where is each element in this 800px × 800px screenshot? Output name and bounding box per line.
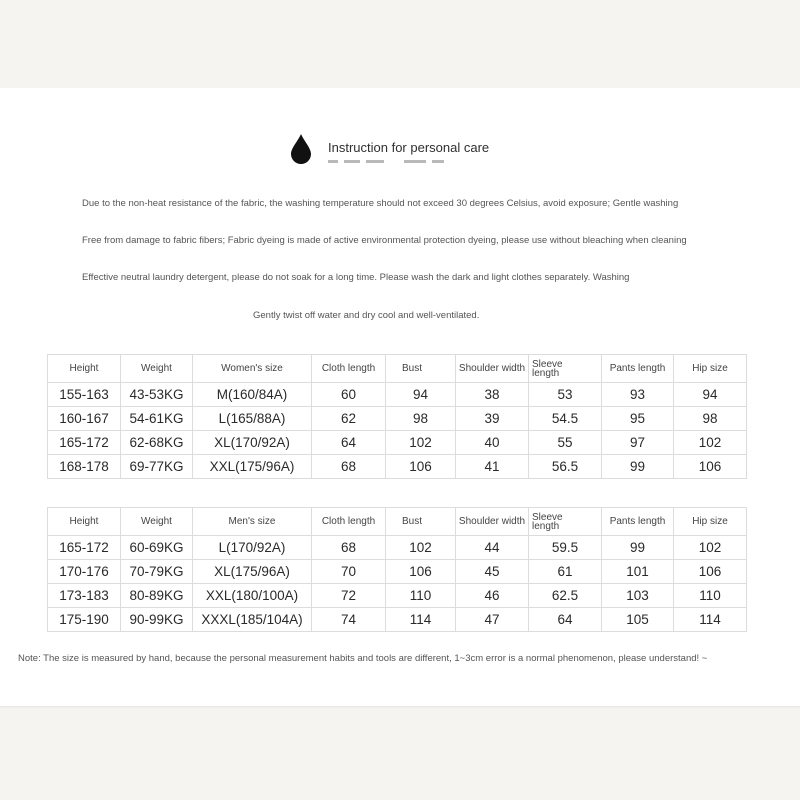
cell-hip-size: 102 (674, 536, 747, 560)
table-row (48, 383, 747, 407)
header-cloth-length: Cloth length (312, 355, 386, 383)
header-cloth-length: Cloth length (312, 508, 386, 536)
header-height: Height (48, 355, 121, 383)
cell-sleeve-length: 54.5 (529, 407, 602, 431)
cell-shoulder-width: 46 (456, 584, 529, 608)
cell-bust: 102 (386, 431, 456, 455)
cell-bust: 94 (386, 383, 456, 407)
cell-height: 173-183 (48, 584, 121, 608)
header-weight: Weight (121, 355, 193, 383)
cell-height: 165-172 (48, 536, 121, 560)
header-size: Men's size (193, 508, 312, 536)
cell-height: 165-172 (48, 431, 121, 455)
measurement-note: Note: The size is measured by hand, because the personal measurement habits and tools are different, 1~3cm error is a normal phenomenon, please understand! ~ (18, 653, 708, 664)
cell-pants-length: 95 (602, 407, 674, 431)
water-drop-icon (290, 133, 312, 165)
care-subtitle-blur (328, 160, 458, 168)
cell-size: XXL(175/96A) (193, 455, 312, 479)
care-header (290, 133, 550, 173)
cell-height: 170-176 (48, 560, 121, 584)
header-sleeve-length: Sleeve length (529, 508, 602, 536)
cell-weight: 70-79KG (121, 560, 193, 584)
cell-shoulder-width: 38 (456, 383, 529, 407)
cell-weight: 69-77KG (121, 455, 193, 479)
cell-weight: 62-68KG (121, 431, 193, 455)
cell-hip-size: 94 (674, 383, 747, 407)
table-row (48, 584, 747, 608)
cell-pants-length: 103 (602, 584, 674, 608)
cell-sleeve-length: 62.5 (529, 584, 602, 608)
header-hip-size: Hip size (674, 355, 747, 383)
care-line-1: Due to the non-heat resistance of the fabric, the washing temperature should not exceed 30 degrees Celsius, avoid exposure; Gentle washing (82, 198, 679, 209)
cell-weight: 90-99KG (121, 608, 193, 632)
cell-cloth-length: 68 (312, 536, 386, 560)
cell-size: XXL(180/100A) (193, 584, 312, 608)
cell-pants-length: 99 (602, 455, 674, 479)
header-pants-length: Pants length (602, 355, 674, 383)
table-row (48, 608, 747, 632)
cell-size: XXXL(185/104A) (193, 608, 312, 632)
table-row (48, 431, 747, 455)
header-size: Women's size (193, 355, 312, 383)
cell-bust: 110 (386, 584, 456, 608)
header-pants-length: Pants length (602, 508, 674, 536)
cell-bust: 102 (386, 536, 456, 560)
header-bust: Bust (386, 508, 456, 536)
cell-shoulder-width: 44 (456, 536, 529, 560)
cell-cloth-length: 68 (312, 455, 386, 479)
header-height: Height (48, 508, 121, 536)
care-line-3: Effective neutral laundry detergent, please do not soak for a long time. Please wash the dark and light clothes separately. Washing (82, 272, 630, 283)
cell-shoulder-width: 39 (456, 407, 529, 431)
table-header-row (48, 355, 747, 383)
cell-size: XL(175/96A) (193, 560, 312, 584)
cell-pants-length: 105 (602, 608, 674, 632)
care-title: Instruction for personal care (328, 140, 490, 155)
cell-weight: 54-61KG (121, 407, 193, 431)
cell-sleeve-length: 55 (529, 431, 602, 455)
cell-shoulder-width: 41 (456, 455, 529, 479)
header-sleeve-length: Sleeve length (529, 355, 602, 383)
cell-hip-size: 102 (674, 431, 747, 455)
care-line-2: Free from damage to fabric fibers; Fabric dyeing is made of active environmental protection dyeing, please use without bleaching when cleaning (82, 235, 687, 246)
cell-size: L(170/92A) (193, 536, 312, 560)
table-row (48, 407, 747, 431)
cell-cloth-length: 64 (312, 431, 386, 455)
cell-pants-length: 93 (602, 383, 674, 407)
cell-hip-size: 98 (674, 407, 747, 431)
cell-size: M(160/84A) (193, 383, 312, 407)
cell-cloth-length: 62 (312, 407, 386, 431)
table-row (48, 536, 747, 560)
women-size-table (47, 354, 747, 479)
cell-sleeve-length: 64 (529, 608, 602, 632)
cell-hip-size: 106 (674, 560, 747, 584)
cell-bust: 106 (386, 560, 456, 584)
care-line-4: Gently twist off water and dry cool and well-ventilated. (253, 310, 480, 321)
table-header-row (48, 508, 747, 536)
cell-bust: 114 (386, 608, 456, 632)
cell-weight: 60-69KG (121, 536, 193, 560)
cell-pants-length: 97 (602, 431, 674, 455)
cell-shoulder-width: 40 (456, 431, 529, 455)
header-weight: Weight (121, 508, 193, 536)
cell-hip-size: 110 (674, 584, 747, 608)
cell-pants-length: 99 (602, 536, 674, 560)
cell-height: 155-163 (48, 383, 121, 407)
cell-size: XL(170/92A) (193, 431, 312, 455)
header-shoulder-width: Shoulder width (456, 355, 529, 383)
cell-sleeve-length: 61 (529, 560, 602, 584)
cell-bust: 98 (386, 407, 456, 431)
header-hip-size: Hip size (674, 508, 747, 536)
cell-pants-length: 101 (602, 560, 674, 584)
cell-cloth-length: 72 (312, 584, 386, 608)
cell-hip-size: 114 (674, 608, 747, 632)
cell-height: 175-190 (48, 608, 121, 632)
table-row (48, 560, 747, 584)
cell-weight: 80-89KG (121, 584, 193, 608)
cell-sleeve-length: 53 (529, 383, 602, 407)
cell-hip-size: 106 (674, 455, 747, 479)
cell-bust: 106 (386, 455, 456, 479)
men-size-table (47, 507, 747, 632)
cell-sleeve-length: 59.5 (529, 536, 602, 560)
cell-cloth-length: 60 (312, 383, 386, 407)
cell-height: 160-167 (48, 407, 121, 431)
cell-shoulder-width: 47 (456, 608, 529, 632)
header-bust: Bust (386, 355, 456, 383)
cell-sleeve-length: 56.5 (529, 455, 602, 479)
header-shoulder-width: Shoulder width (456, 508, 529, 536)
cell-cloth-length: 70 (312, 560, 386, 584)
cell-size: L(165/88A) (193, 407, 312, 431)
cell-height: 168-178 (48, 455, 121, 479)
cell-weight: 43-53KG (121, 383, 193, 407)
table-row (48, 455, 747, 479)
cell-shoulder-width: 45 (456, 560, 529, 584)
cell-cloth-length: 74 (312, 608, 386, 632)
